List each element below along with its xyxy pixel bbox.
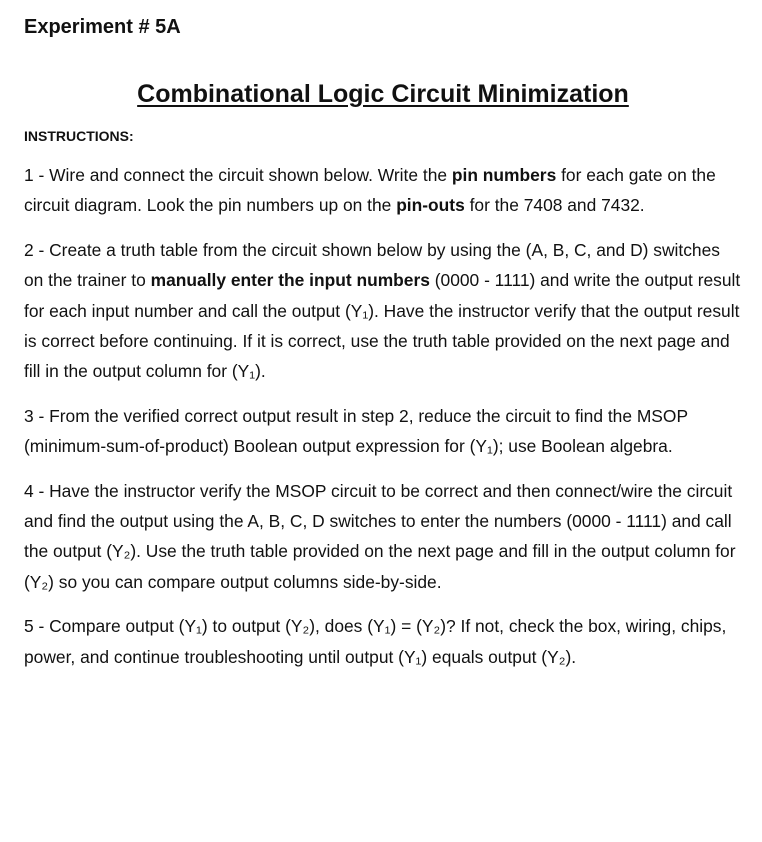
instruction-step-5: 5 - Compare output (Y₁) to output (Y₂), does (Y₁) = (Y₂)? If not, check the box, wiring, chips, power, and continue troubleshooting until output (Y₁) equals output (Y₂).: [24, 616, 727, 667]
step-1-text-a: 1 - Wire and connect the circuit shown below. Write the: [24, 165, 452, 185]
instruction-step-3: 3 - From the verified correct output result in step 2, reduce the circuit to find the MSOP (minimum-sum-of-product) Boolean output expression for (Y₁); use Boolean algebra.: [24, 405, 688, 457]
step-1-bold-pin-numbers: pin numbers: [451, 165, 557, 185]
experiment-title: Experiment # 5A: [24, 16, 181, 38]
instruction-step-4: 4 - Have the instructor verify the MSOP circuit to be correct and then connect/wire the circuit and find the output using the A, B, C, D switches to enter the numbers (0000 - 1111) and call the output (Y₂). Use the truth table provided on the next page and fill in the output column for (Y₂) so you can compare output columns side-by-side.: [24, 480, 736, 592]
main-title: Combinational Logic Circuit Minimization: [137, 80, 629, 108]
instruction-step-1: [24, 160, 742, 221]
step-1-text-b: for each gate on the circuit diagram. Look the pin numbers up on the: [24, 165, 716, 216]
step-1-bold-pin-outs: pin-outs: [396, 195, 465, 216]
instruction-step-2: [24, 235, 742, 387]
step-2-text-b: (0000 - 1111) and write the output result for each input number and call the output (Y₁). Have the instructor verify that the output result is correct before continuing. If it is correct, use the truth table provided on the next page and fill in the output column for (Y₁).: [24, 270, 741, 382]
instructions-heading: INSTRUCTIONS:: [24, 128, 134, 144]
step-1-text-c: for the 7408 and 7432.: [464, 195, 645, 216]
step-2-bold-manual-entry: manually enter the input numbers: [150, 270, 430, 291]
step-2-text-a: 2 - Create a truth table from the circuit shown below by using the (A, B, C, and D) switches on the trainer to: [24, 239, 720, 291]
